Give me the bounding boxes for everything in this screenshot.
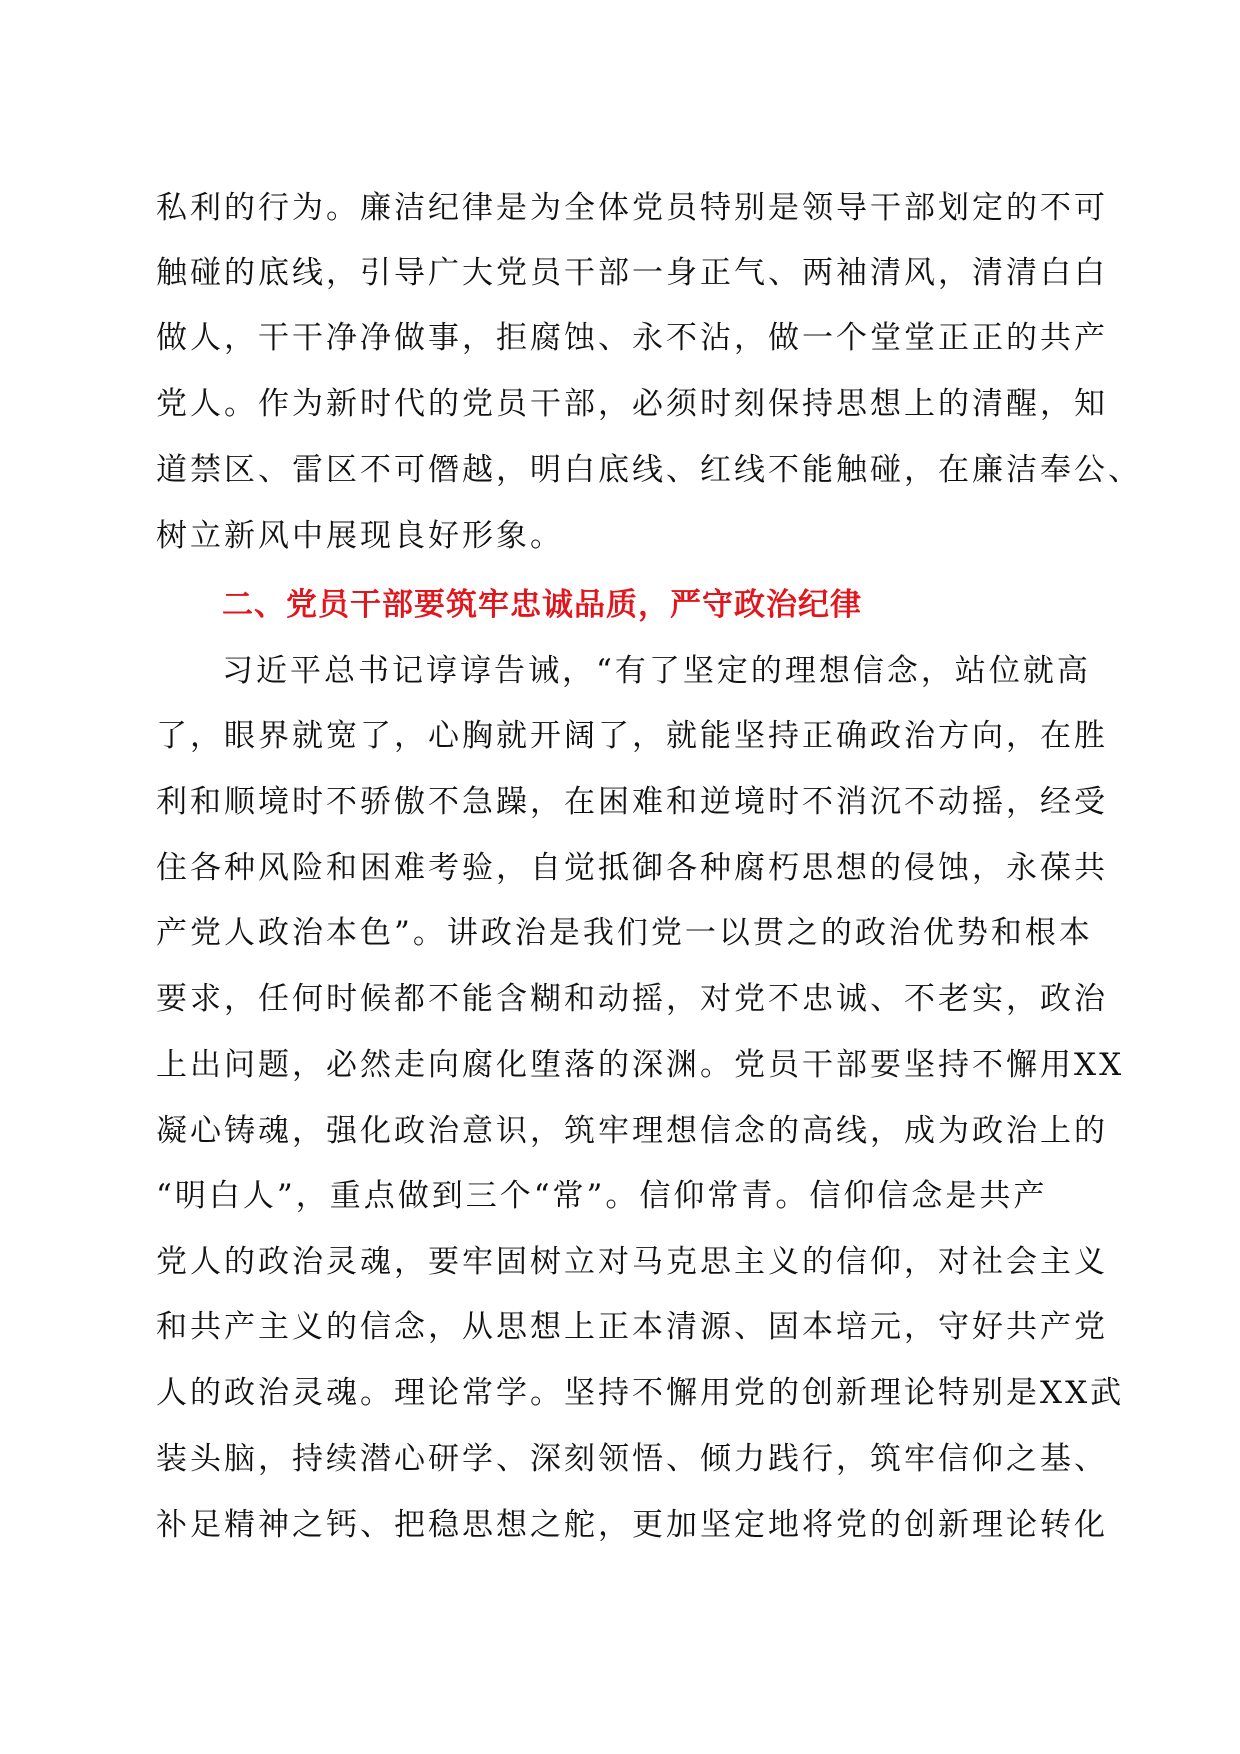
paragraph-line: 树立新风中展现良好形象。 [156, 518, 564, 554]
paragraph-line: 触碰的底线，引导广大党员干部一身正气、两袖清风，清清白白 [156, 255, 1108, 291]
paragraph-line: 和共产主义的信念，从思想上正本清源、固本培元，守好共产党 [156, 1309, 1108, 1345]
paragraph-line: 住各种风险和困难考验，自觉抵御各种腐朽思想的侵蚀，永葆共 [156, 850, 1108, 886]
paragraph-line: 利和顺境时不骄傲不急躁，在困难和逆境时不消沉不动摇，经受 [156, 784, 1108, 820]
paragraph-line: 私利的行为。廉洁纪律是为全体党员特别是领导干部划定的不可 [156, 190, 1108, 226]
paragraph-line: 党人的政治灵魂，要牢固树立对马克思主义的信仰，对社会主义 [156, 1244, 1108, 1280]
paragraph-line: 补足精神之钙、把稳思想之舵，更加坚定地将党的创新理论转化 [156, 1507, 1108, 1543]
paragraph-line: 凝心铸魂，强化政治意识，筑牢理想信念的高线，成为政治上的 [156, 1113, 1108, 1149]
paragraph-line: 要求，任何时候都不能含糊和动摇，对党不忠诚、不老实，政治 [156, 981, 1108, 1017]
paragraph-line: 习近平总书记谆谆告诫，“有了坚定的理想信念，站位就高 [222, 653, 1091, 689]
paragraph-line: “明白人”，重点做到三个“常”。信仰常青。信仰信念是共产 [156, 1178, 1048, 1214]
paragraph-line: 了，眼界就宽了，心胸就开阔了，就能坚持正确政治方向，在胜 [156, 718, 1108, 754]
paragraph-line: 党人。作为新时代的党员干部，必须时刻保持思想上的清醒，知 [156, 386, 1108, 422]
paragraph-line: 道禁区、雷区不可僭越，明白底线、红线不能触碰，在廉洁奉公、 [156, 452, 1142, 488]
paragraph-line: 装头脑，持续潜心研学、深刻领悟、倾力践行，筑牢信仰之基、 [156, 1441, 1108, 1477]
paragraph-line: 做人，干干净净做事，拒腐蚀、永不沾，做一个堂堂正正的共产 [156, 320, 1108, 356]
paragraph-line: 人的政治灵魂。理论常学。坚持不懈用党的创新理论特别是XX武 [156, 1375, 1125, 1411]
paragraph-line: 产党人政治本色”。讲政治是我们党一以贯之的政治优势和根本 [156, 915, 1093, 951]
paragraph-line: 上出问题，必然走向腐化堕落的深渊。党员干部要坚持不懈用XX [156, 1047, 1125, 1083]
section-heading: 二、党员干部要筑牢忠诚品质，严守政治纪律 [222, 587, 862, 623]
